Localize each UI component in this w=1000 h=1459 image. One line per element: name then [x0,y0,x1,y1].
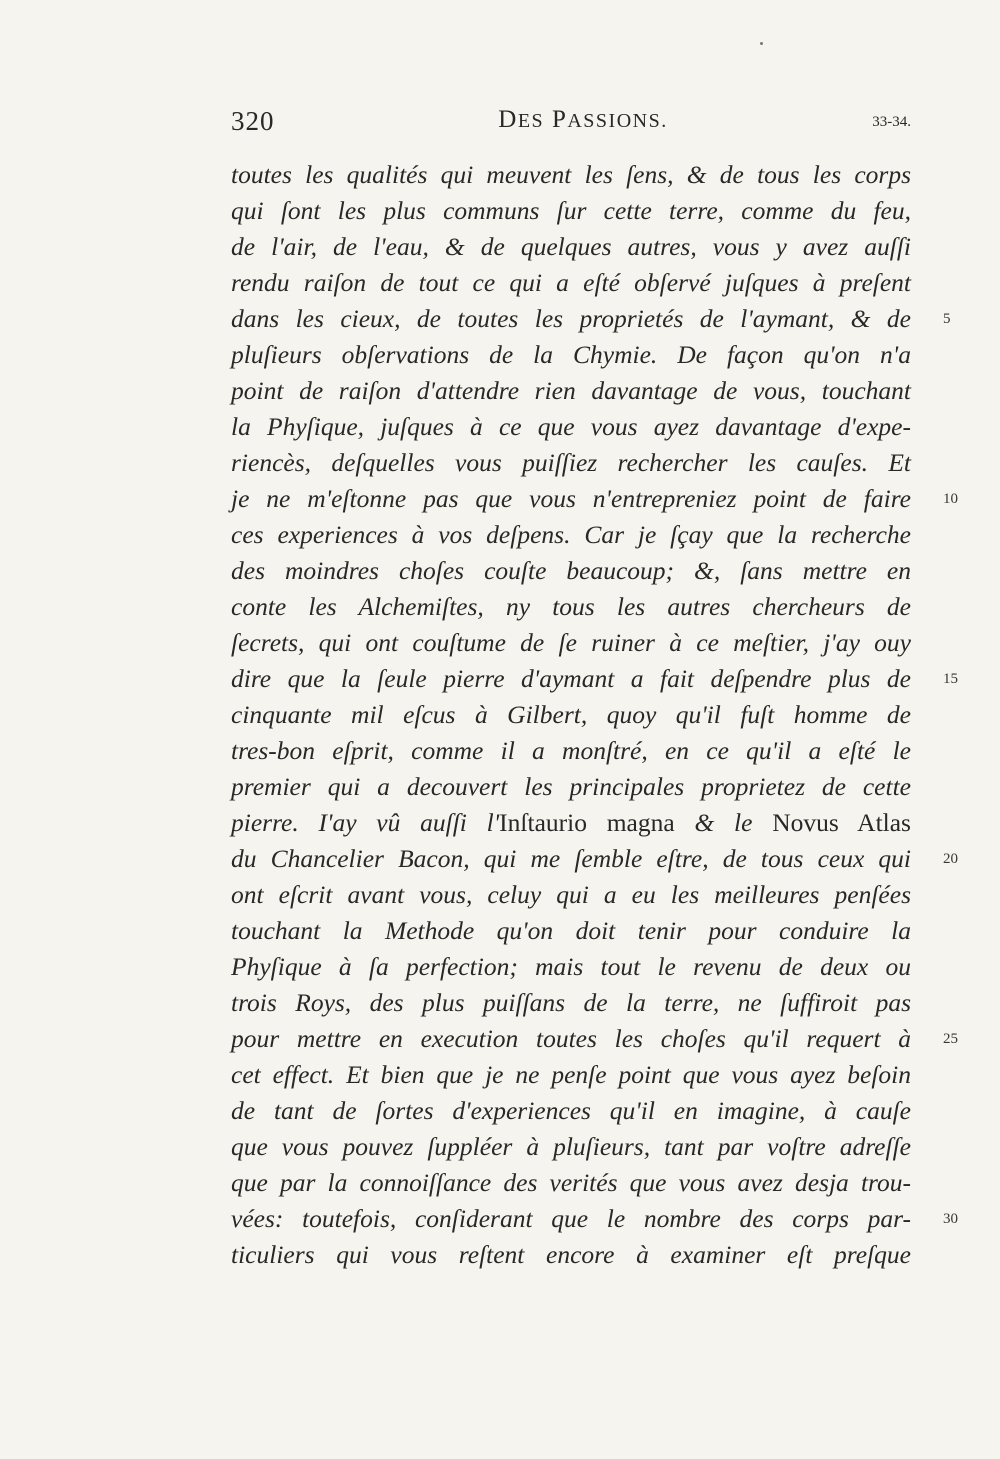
text-line: des moindres choſes couſte beaucoup; &, ſans mettre en [231,556,911,585]
text-line: de tant de ſortes d'experiences qu'il en imagine, à cauſe [231,1096,911,1125]
text-line: conte les Alchemiſtes, ny tous les autres chercheurs de [231,592,911,621]
text-line: trois Roys, des plus puiſſans de la terre, ne ſuffiroit pas [231,988,911,1017]
text-line: que vous pouvez ſuppléer à pluſieurs, tant par voſtre adreſſe [231,1132,911,1161]
running-head-smallcaps-1: ES [517,110,545,132]
text-line: vées: toutefois, conſiderant que le nombre des corps par- 30 [231,1201,911,1237]
text-line: point de raiſon d'attendre rien davantage de vous, touchant [231,376,911,405]
text-line: cet effect. Et bien que je ne penſe point que vous ayez beſoin [231,1060,911,1089]
running-head [231,106,911,134]
line-number: 25 [943,1031,958,1047]
text-line: rendu raiſon de tout ce qui a eſté obſervé juſques à preſent [231,268,911,297]
text-line: premier qui a decouvert les principales proprietez de cette [231,772,911,801]
text-line: Phyſique à ſa perfection; mais tout le revenu de deux ou [231,952,911,981]
text-line: ſecrets, qui ont couſtume de ſe ruiner à ce meſtier, j'ay ouy [231,628,911,657]
roman-title: Inſtaurio magna [499,808,675,837]
roman-title: Novus Atlas [772,808,911,837]
margin-speck [760,42,763,45]
text-line: cinquante mil eſcus à Gilbert, quoy qu'il fuſt homme de [231,700,911,729]
text-line: pour mettre en execution toutes les choſes qu'il requert à 25 [231,1021,911,1057]
running-head-initial-2: P [551,106,568,133]
text-line: tres-bon eſprit, comme il a monſtré, en ce qu'il a eſté le [231,736,911,765]
text-line: du Chancelier Bacon, qui me ſemble eſtre, de tous ceux qui 20 [231,841,911,877]
text-line: pierre. I'ay vû auſſi l'Inſtaurio magna & le Novus Atlas [231,808,911,837]
text-line: pluſieurs obſervations de la Chymie. De façon qu'on n'a [231,340,911,369]
text-line: ticuliers qui vous reſtent encore à examiner eſt preſque [231,1240,911,1269]
running-head-initial-1: D [498,106,518,133]
text-line: dans les cieux, de toutes les proprietés de l'aymant, & de 5 [231,301,911,337]
page-number: 320 [231,106,275,136]
text-line: touchant la Methode qu'on doit tenir pour conduire la [231,916,911,945]
text-line: ces experiences à vos deſpens. Car je ſçay que la recherche [231,520,911,549]
text-line: ont eſcrit avant vous, celuy qui a eu les meilleures penſées [231,880,911,909]
section-reference: 33-34. [872,114,911,130]
text-line: je ne m'eſtonne pas que vous n'entrepreniez point de faire 10 [231,481,911,517]
text-line: dire que la ſeule pierre d'aymant a fait deſpendre plus de 15 [231,661,911,697]
text-line: qui ſont les plus communs ſur cette terre, comme du feu, [231,196,911,225]
page-header [231,106,911,146]
line-number: 5 [943,311,951,327]
line-number: 30 [943,1211,958,1227]
body-text [231,157,958,1273]
running-head-smallcaps-2: ASSIONS. [567,110,668,132]
text-line: la Phyſique, juſques à ce que vous ayez davantage d'expe- [231,412,911,441]
text-line: riencès, deſquelles vous puiſſiez rechercher les cauſes. Et [231,448,911,477]
line-number: 15 [943,671,958,687]
line-number: 20 [943,851,958,867]
line-number: 10 [943,491,958,507]
text-line: de l'air, de l'eau, & de quelques autres, vous y avez auſſi [231,232,911,261]
text-line: toutes les qualités qui meuvent les ſens, & de tous les corps [231,160,911,189]
text-line: que par la connoiſſance des verités que vous avez desja trou- [231,1168,911,1197]
